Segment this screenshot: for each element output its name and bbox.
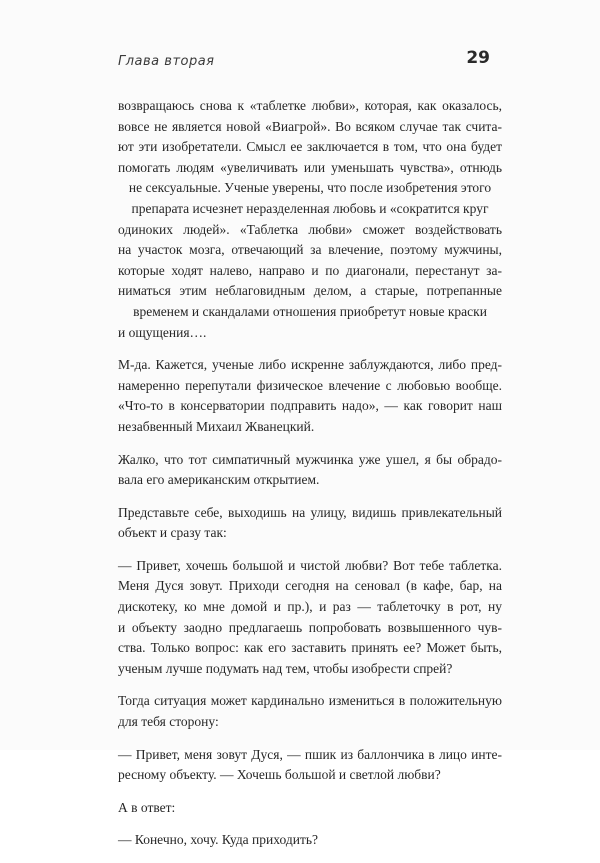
text-line: на участок мозга, отвечающий за влечение, поэтому мужчины, [118,242,502,258]
text-line: ресному объекту. — Хочешь большой и светлой любви? [118,767,441,783]
text-line: Представьте себе, выходишь на улицу, видишь привлекательный [118,504,502,520]
text-line: помогать людям «увеличивать или уменьшать чувства», отнюдь [118,159,502,175]
text-line: одиноких людей». «Таблетка любви» сможет воздействовать [118,221,502,237]
text-line: возвращаюсь снова к «таблетке любви», которая, как оказалось, [118,98,502,113]
text-line: ют эти изобретатели. Смысл ее заключается в том, что она будет [118,139,502,155]
text-line: намеренно перепутали физическое влечение с любовью вообще. [118,377,502,393]
text-line: — Привет, хочешь большой и чистой любви? Вот тебе таблетка. [118,557,502,573]
text-line: — Конечно, хочу. Куда приходить? [118,832,318,848]
paragraph-dialogue-pill [118,556,502,680]
text-line: Тогда ситуация может кардинально измениться в положительную [118,693,502,709]
text-line: временем и скандалами отношения приобретут новые краски [133,303,487,319]
text-line: М-да. Кажется, ученые либо искренне заблуждаются, либо пред- [118,357,502,373]
page-number: 29 [466,48,490,68]
paragraph-answer [118,830,502,851]
text-line: объект и сразу так: [118,525,227,541]
paragraph-pity [118,450,502,491]
text-line: не сексуальные. Ученые уверены, что после изобретения этого [128,180,492,196]
text-line: которые ходят налево, направо и по диагонали, перестанут за- [118,262,502,278]
text-line: — Привет, меня зовут Дуся, — пшик из баллончика в лицо инте- [118,746,502,762]
text-line: ства. Только вопрос: как его заставить принять ее? Может быть, [118,640,502,656]
text-line: Жалко, что тот симпатичный мужчинка уже ушел, я бы обрадо- [118,451,502,467]
text-line: дискотеку, ко мне домой и пр.), и раз — таблеточку в рот, ну [118,599,502,615]
text-line: А в ответ: [118,799,176,815]
paragraph-imagine [118,503,502,544]
text-line: ученым лучше подумать над тем, чтобы изобрести спрей? [118,660,453,676]
text-line: для тебя сторону: [118,714,219,730]
paragraph-love-pill [118,96,502,343]
text-line: препарата исчезнет неразделенная любовь и «сократится круг [131,200,489,216]
body-text [118,96,502,863]
text-line: вала его американским открытием. [118,472,320,488]
text-line: и ощущения…. [118,324,207,340]
paragraph-situation [118,691,502,732]
text-line: незабвенный Михаил Жванецкий. [118,418,315,434]
text-line: ниматься этим неблаговидным делом, а старые, потрепанные [118,283,502,299]
paragraph-answer-intro [118,798,502,819]
paragraph-dialogue-spray [118,745,502,786]
text-line: вовсе не является новой «Виагрой». Во всяком случае так счита- [118,118,502,134]
text-line: Меня Дуся зовут. Приходи сегодня на сеновал (в кафе, бар, на [118,578,502,594]
text-line: и объекту заодно предлагаешь попробовать возвышенного чув- [118,619,502,635]
chapter-running-head: Глава вторая [118,54,215,69]
paragraph-scientists [118,355,502,437]
text-line: «Что-то в консерватории подправить надо», — как говорит наш [118,398,502,414]
